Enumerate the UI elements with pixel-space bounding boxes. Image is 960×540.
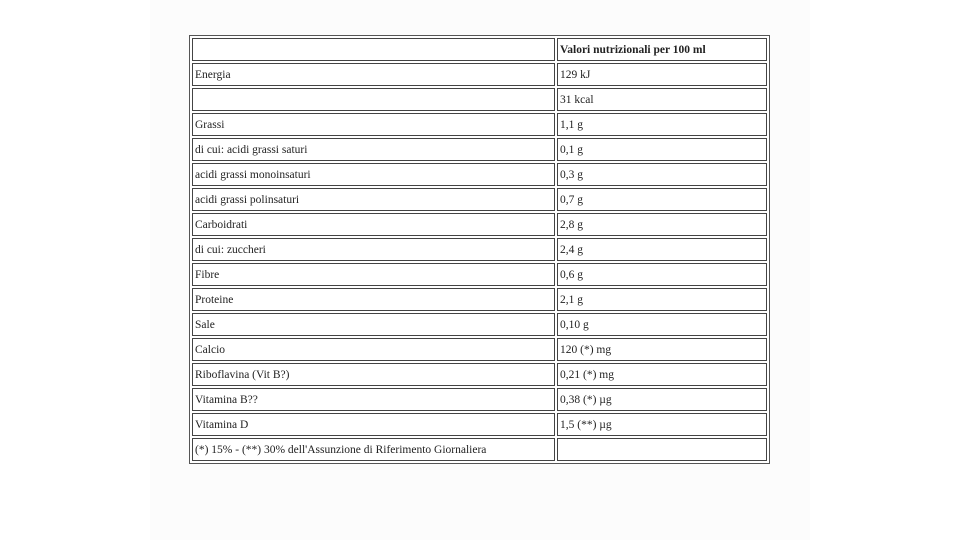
- row-label-cell: di cui: zuccheri: [192, 238, 555, 261]
- row-label-cell: acidi grassi monoinsaturi: [192, 163, 555, 186]
- table-row: [192, 313, 767, 336]
- row-label-cell: [192, 88, 555, 111]
- table-row: [192, 138, 767, 161]
- row-value-cell: 2,8 g: [557, 213, 767, 236]
- row-value-cell: 2,4 g: [557, 238, 767, 261]
- row-label-cell: Riboflavina (Vit B?): [192, 363, 555, 386]
- table-row: [192, 238, 767, 261]
- header-label-cell: [192, 38, 555, 61]
- row-value-cell: 0,6 g: [557, 263, 767, 286]
- row-label-cell: Sale: [192, 313, 555, 336]
- row-value-cell: 31 kcal: [557, 88, 767, 111]
- table-row: [192, 88, 767, 111]
- row-label-cell: Proteine: [192, 288, 555, 311]
- table-row: [192, 263, 767, 286]
- table-row: [192, 388, 767, 411]
- row-label-cell: Energia: [192, 63, 555, 86]
- row-value-cell: 0,10 g: [557, 313, 767, 336]
- row-value-cell: 0,21 (*) mg: [557, 363, 767, 386]
- row-value-cell: 0,7 g: [557, 188, 767, 211]
- footnote-value-cell: [557, 438, 767, 461]
- row-value-cell: 2,1 g: [557, 288, 767, 311]
- nutrition-table: [189, 35, 770, 464]
- row-label-cell: Carboidrati: [192, 213, 555, 236]
- table-row: [192, 338, 767, 361]
- table-footnote-row: [192, 438, 767, 461]
- table-row: [192, 213, 767, 236]
- row-label-cell: Fibre: [192, 263, 555, 286]
- row-value-cell: 0,38 (*) µg: [557, 388, 767, 411]
- table-header-row: [192, 38, 767, 61]
- row-value-cell: 129 kJ: [557, 63, 767, 86]
- row-label-cell: Grassi: [192, 113, 555, 136]
- row-label-cell: acidi grassi polinsaturi: [192, 188, 555, 211]
- row-label-cell: di cui: acidi grassi saturi: [192, 138, 555, 161]
- row-label-cell: Vitamina D: [192, 413, 555, 436]
- row-label-cell: Vitamina B??: [192, 388, 555, 411]
- row-value-cell: 1,1 g: [557, 113, 767, 136]
- row-value-cell: 120 (*) mg: [557, 338, 767, 361]
- table-row: [192, 188, 767, 211]
- table-row: [192, 413, 767, 436]
- table-row: [192, 288, 767, 311]
- table-row: [192, 63, 767, 86]
- table-row: [192, 163, 767, 186]
- table-row: [192, 113, 767, 136]
- header-value-cell: Valori nutrizionali per 100 ml: [557, 38, 767, 61]
- row-value-cell: 0,3 g: [557, 163, 767, 186]
- row-label-cell: Calcio: [192, 338, 555, 361]
- footnote-cell: (*) 15% - (**) 30% dell'Assunzione di Riferimento Giornaliera: [192, 438, 555, 461]
- row-value-cell: 0,1 g: [557, 138, 767, 161]
- row-value-cell: 1,5 (**) µg: [557, 413, 767, 436]
- table-row: [192, 363, 767, 386]
